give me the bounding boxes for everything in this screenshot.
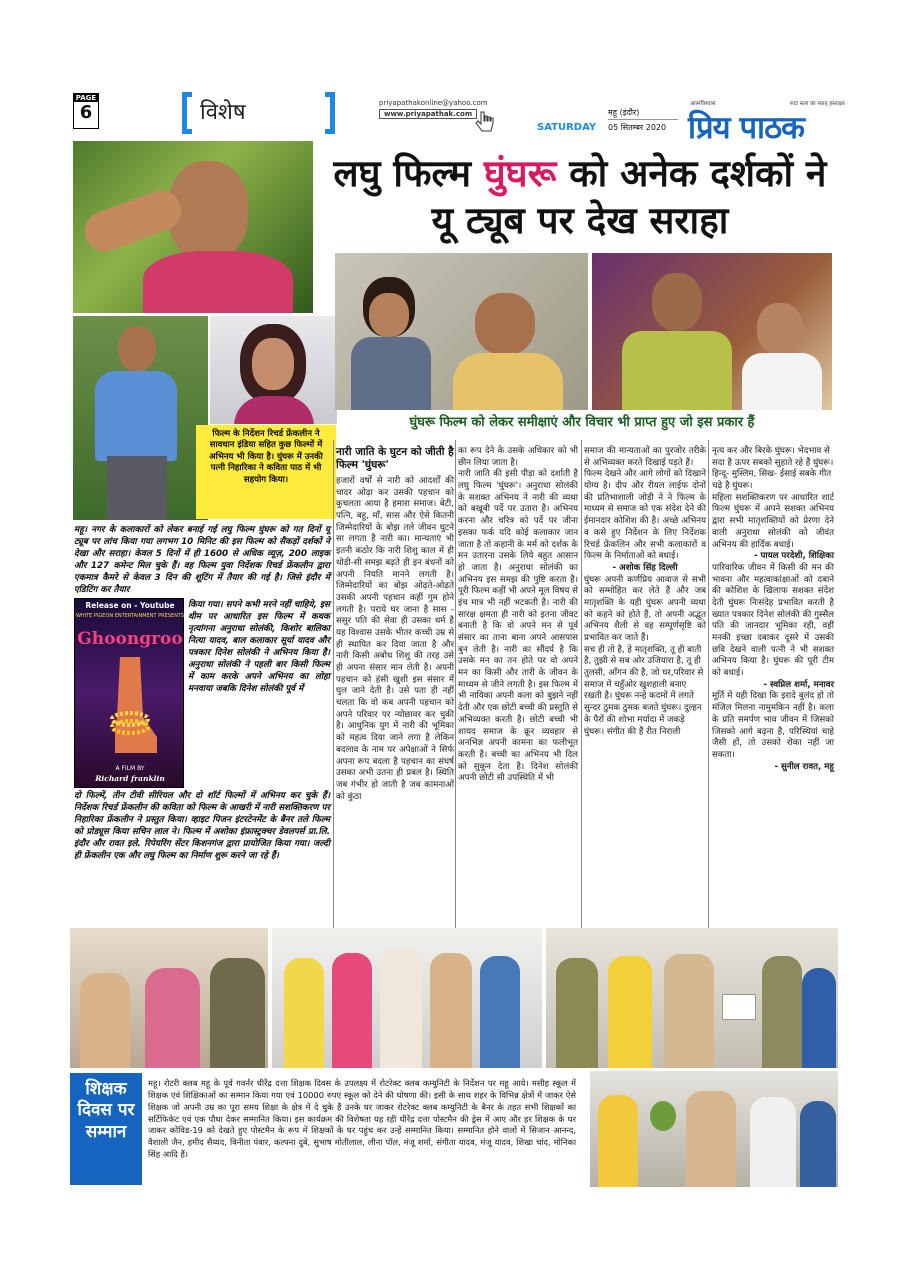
page-label: PAGE — [75, 94, 97, 102]
header-rule — [608, 119, 678, 120]
section-bracket-left — [182, 92, 192, 134]
masthead-logo: प्रिय पाठक — [688, 110, 804, 146]
column-4-para-2: फिल्म देखने और आगे लोगों को दिखाने योग्य है। दीप और रीयल लाईफ दोनों की प्रतिभाशाली जोड़ी ने ने फिल्म के माध्यम से समाज को एक संदेश देने की ईमानदार कोशिश की है। अच्छे अभिनय व कसे हुए निर्देशन के लिए निर्देशक रिचर्ड फ्रेंकलिन और सभी कलाकारों व फिल्म के निर्माताओं को बधाई। — [584, 469, 706, 562]
page-number: 6 — [79, 102, 93, 123]
teacher-honour-photo-1 — [70, 928, 268, 1068]
lead-paragraph-1: महू। नगर के कलाकारों को लेकर बनाई गई लघु फिल्म घुंघरू को गत दिनों यू ट्यूब पर लांच किया गया लगभग 10 मिनिट की इस फिल्म को सैकड़ों दर्शकों ने देखा और सराहा। केवल 5 दिनों में ही 1600 से अधिक व्यूज़, 200 लाइक और 127 कमेन्ट मिल चुके हैं। वह फिल्म युवा निर्देशक रिचर्ड फ्रेंकलीन द्वारा एकमात्र कैमरे से केवल 3 दिन की शूटिंग में तैयार की गई है। जिसे इंदौर में एडिटिंग कर तैयार — [74, 525, 330, 595]
teacher-honour-photo-2 — [272, 928, 542, 1068]
teacher-honour-photo-4 — [590, 1071, 838, 1187]
section-label: विशेष — [200, 100, 246, 125]
hand-cursor-icon — [475, 110, 495, 134]
column-4-poem: सच ही तो है, हे मातृशक्ति, तू ही बाती है, तुझी से सब ओर उजियारा है, तू ही तुलसी, आँगन की है, जो घर,परिवार से समाज में चहुँओर खुशहाली बनाए रखती है। घुंघरू नन्हे कदमों में लगते सुन्दर ठुमक ठुमक बजते घुंघरू। दुल्हन के पैरों की शोभा मर्यादा में जकड़े घुंघरू। संगीत की हैं रीत निराली — [584, 644, 704, 737]
column-5-para-1: नृत्य कर और बिरके घुंघरू। भेदभाव से सदा है ऊपर सबको सुहाते रहे हैं घुंघरू। हिन्दू- मुस्लिम, सिख- ईसाई सबके गीत चढ़े है घुंघरू। — [712, 446, 834, 492]
poster-presents: WHITE PIGEON ENTERTAINMENT PRESENTS — [75, 613, 185, 619]
column-4 — [584, 446, 706, 738]
teachers-day-article: महू। रोटरी क्लब महू के पूर्व गवर्नर धीरेंद्र दत्ता शिक्षक दिवस के उपलक्ष्य में रोटरेक्ट क्लब कम्युनिटी के निर्देशन पर महू आये। मसीह स्कूल में शिक्षक एवं शिक्षिकाओं का सम्मान किया गया एवं 10000 रुपए स्कूल को देने की घोषणा की। इसी के साथ शहर के विभिन्न क्षेत्रों में जाकर ऐसे शिक्षक जो अपनी उम्र का पूरा समय शिक्षा के क्षेत्र में दे चुके हैं उनके घर जाकर रोटरेक्ट क्लब कम्युनिटी के बैनर के तहत सभी शिक्षकों का सर्टिफिकेट एवं एक पौधा देकर सम्मानित किया। इस कार्यक्रम की विशेषता यह रही धीरेंद्र दत्ता पोस्टमैन की ड्रेस में आए और हर शिक्षक के घर जाकर कोविड-19 को देखते हुए पोस्टमैन के रूप में शिक्षकों के घर पहुंच कर उन्हें सम्मानित किया। सम्मानित होने वालों में सिजान आनन्द, वैशाली जैन, हमीद सैय्यद, विनीता पंवार, कल्पना दुबे, सुभाष मोतीलाल, लीना पॉल, मंजू शर्मा, संगीता यादव, मंजू यादव, शिखा चांद, मोनिका सिंह आदि हैं। — [148, 1078, 576, 1160]
contact-block — [379, 98, 488, 120]
page-number-box — [73, 93, 99, 129]
dancer-photo — [73, 141, 313, 313]
film-still-couple — [592, 253, 832, 410]
column-5-para-2: महिला सशक्तिकरण पर आधारित शार्ट फिल्म घुंघरू में अपने सशक्त अभिनय द्वारा सभी मातृशक्तियों को प्रेरणा देने वाली अनुराधा सोलंकी को जीवंत अभिनय की हार्दिक बधाई। — [712, 492, 834, 550]
signature-ashok: - अशोक सिंह दिल्ली — [612, 562, 678, 573]
column-5-para-4: मूर्ति में यही दिखा कि इरादे बुलंद हो तो मंजिल मिलना नामुमकिन नहीं है। कला के प्रति समर्पण भाव जीवन में जिसको जिसको आगे बढ़ना है, परिस्थियां चाहे जैसी हों, तो उसको रोका नहीं जा सकता। — [712, 691, 834, 760]
lead-paragraph-2: किया गया। सपने कभी मरने नहीं चाहिये, इस थीम पर आधारित इस फिल्म में कथक नृत्यांगना अनुराधा सोलंकी, किशोर बालिका नित्या यादव, बाल कलाकार सूर्या यादव और पत्रकार दिनेश सोलंकी ने अभिनय किया है। अनुराधा सोलंकी ने पहली बार किसी फिल्म में काम करके अपने अभिनय का लोहा मनवाया जबकि दिनेश सोलंकी पूर्व में — [188, 600, 330, 694]
column-3 — [458, 446, 578, 785]
website-link[interactable]: www.priyapathak.com — [379, 109, 477, 119]
tagline-right: सदा सत्य का सतत् हस्ताक्षर — [790, 101, 846, 107]
column-4-para-1: समाज की मान्यताओं का पुरजोर तरीके से अभिव्यक्त करते दिखाई पड़ते हैं। — [584, 446, 706, 468]
poster-director: Richard franklin — [95, 774, 165, 783]
day-text: SATURDAY — [537, 122, 597, 133]
section-bracket-right — [325, 92, 335, 134]
film-poster — [74, 598, 184, 788]
column-3-para-1: का रूप देने के उसके अधिकार को भी छीन लिया जाता है। — [458, 446, 578, 468]
teachers-day-title-box: शिक्षक दिवस पर सम्मान — [70, 1073, 142, 1185]
signature-payal: - पायल परदेशी, शिक्षिका — [753, 551, 834, 562]
tagline-left: आत्मविश्वास — [690, 101, 716, 107]
signature-sunil: - सुनील रावत, महू — [774, 761, 834, 772]
place-text: महू (इंदौर) — [608, 108, 640, 117]
main-headline — [320, 150, 840, 245]
poster-title: Ghoongroo — [77, 629, 183, 649]
headline-part1: लघु फिल्म — [333, 152, 484, 195]
headline-part2: को अनेक दर्शकों ने यू ट्यूब पर देख सराहा — [431, 152, 827, 243]
column-5 — [712, 446, 834, 773]
niharika-photo — [210, 316, 337, 424]
ankle-bells-icon — [95, 657, 165, 761]
column-4-para-3: घुंघरू अपनी कर्णप्रिय आवाज से सभी को सम्मोहित कर लेते हैं और जब मातृशक्ति के यही घुंघरू अपनी व्यथा को कहने को होते हैं, तो अपनी अद्भुत अभिनय शैली से वह सम्पूर्णसृष्टि को प्रभावित कर जाते हैं। — [584, 574, 706, 643]
date-text: 05 सितम्बर 2020 — [608, 123, 667, 132]
sub-headline: घुंघरू फिल्म को लेकर समीक्षाएं और विचार भी प्राप्त हुए जो इस प्रकार हैं — [409, 415, 755, 430]
director-caption: फिल्म के निर्देशन रिचर्ड फ्रेंकलीन ने सावधान इंडिया सहित कुछ फिल्मों में अभिनय भी किया है। घुंघरू में उनकी पत्नी निहारिका ने कविता पाठ में भी सहयोग किया। — [196, 425, 336, 519]
email-text: priyapathakonline@yahoo.com — [379, 99, 488, 107]
director-photo — [73, 316, 208, 520]
film-still-women — [335, 253, 588, 410]
lead-paragraph-3: दो फिल्में, तीन टीवी सीरियल और दो शॉर्ट फिल्मों में अभिनय कर चुके हैं। निर्देशक रिचर्ड फ्रेंकलीन की कविता को फिल्म के आखरी में नारी सशक्तिकरण पर निहारिका फ्रेंकलीन ने प्रस्तुत किया। व्हाइट पिजन इंटरटेनमेंट के बैनर तले फिल्म को प्रोड्यूस किया सचिन लाल ने। फिल्म में अशोका इंफ्रास्ट्रक्चर डेवलपर्स प्रा.लि. इंदौर और रावत इले. रिपेयरिंग सेंटर किशनगंज द्वारा प्रायोजित किया गया। जल्दी ही फ्रेंकलीन एक और लघु फिल्म का निर्माण शुरू करने जा रहे हैं। — [74, 791, 330, 861]
poster-release: Release on - Youtube — [85, 601, 175, 610]
headline-highlight: घुंघरू — [483, 152, 557, 195]
poster-film-by: A FILM BY — [115, 765, 145, 772]
column-2-title: नारी जाति के घुटन को जीती है फिल्म 'घुंघरू' — [336, 446, 454, 472]
teacher-honour-photo-3 — [546, 928, 838, 1068]
column-2-body: हजारों वर्षों से नारी को आदर्शों की चादर ओढ़ा कर उसकी पहचान को कुचलता आया है हमारा समाज। बेटी, पत्नि, बहू, माँ, सास और ऐसे कितनी जिम्मेदारियों के बोझ तले जीवन घुटने सा लगता है नारी का। मान्यताएं भी इतनी कठोर कि नारी शिशु काल में ही थोड़ी-सी समझ बढ़ते ही इन बंधनों को अपनी नियति मानने लगती है। जिम्मेदारियों का बोझ ओढ़ते-ओढ़ते उसकी अपनी पहचान कहीं गुम होने लगती है। पराये घर जाना है सास - ससुर पति की सेवा ही उसका धर्म है यह विश्वास उसके भीतर कच्ची उम्र से ही स्थापित कर दिया जाता है और नारी किसी अबोध शिशु की तरह उसे ही अपना संसार मान लेती है। अपनी पहचान को हंसी खुशी इस संसार में घुल जाने देती है। उसे पता ही नहीं चलता कि वो कब अपनी पहचान को अपने परिवार पर न्योछावर कर चुकी है। आधुनिक युग में नारी की भूमिका को महत्व दिया जाने लगा है लेकिन बदलाव के नाम पर अपेक्षाओं ने सिर्फ अपना रूप बदला है पहचान का संघर्ष उसका अभी उतना ही प्रबल है। स्थिति जब गंभीर हो जाती है जब कामनाओं को कुंठा — [336, 476, 454, 802]
column-3-para-2: नारी जाति की इसी पीड़ा को दर्शाती है लघु फिल्म 'घुंघरू'। अनुराधा सोलंकी के सशक्त अभिनय ने नारी की व्यथा को बखूबी पर्दे पर उतारा है। अभिनय करना और चरित्र को पर्दे पर जीना इसका फर्क यदि कोई कलाकार जान जाता है तो कहानी के मर्म को दर्शक के मन उतारना उसके लिये बहुत आसान हो जाता है। अनुराधा सोलंकी का अभिनय इस समझ की पुष्टि करता है। पूरी फिल्म कहीं भी अपने मूल विषय से इंच मात्र भी नहीं भटकती है। नारी की सारक्ष क्षमता ही नारी को इतना जीवट बनाती है कि वो अपने मन से पूर्व संसार का ताना बाना अपने आसपास बुन लेती है। नारी का सौंदर्य है कि उसके मन का तन होते पर वो अपने मन का किसी और तारी के जीवन के माध्यम से जीने लगती है। इस फिल्म में भी नायिका अपनी कला को बुझने नहीं देती और एक छोटी बच्ची की प्रस्तुति से अभिव्यक्त करती है। छोटी बच्ची भी शायद समाज के क्रूर व्यवहार से अनभिज्ञ अपनी कामना का फलीभूत करती है। बच्ची का अभिनय भी दिल को सुकून देता है। दिनेश सोलंकी अपनी छोटी सी उपस्थिति में भी — [458, 469, 578, 784]
column-5-para-3: पारिवारिक जीवन में किसी की मन की भावना और महत्वाकांक्षाओं को दबाने की कोशिश के खिलाफ सशक्त संदेश देती घुंघरू निःसंदेह प्रभावित करती है ख्यात पत्रकार दिनेश सोलंकी की गुस्सैल पति की जानदार भूमिका रही, वहीं मनकी इच्छा दबाकर दूसरे में उसकी छवि देखने वाली पत्नी ने भी सशक्त अभिनय किया है। घुंघरू की पूरी टीम को बधाई। — [712, 562, 834, 679]
signature-swapnil: - स्वप्निल शर्मा, मनावर — [763, 679, 834, 690]
